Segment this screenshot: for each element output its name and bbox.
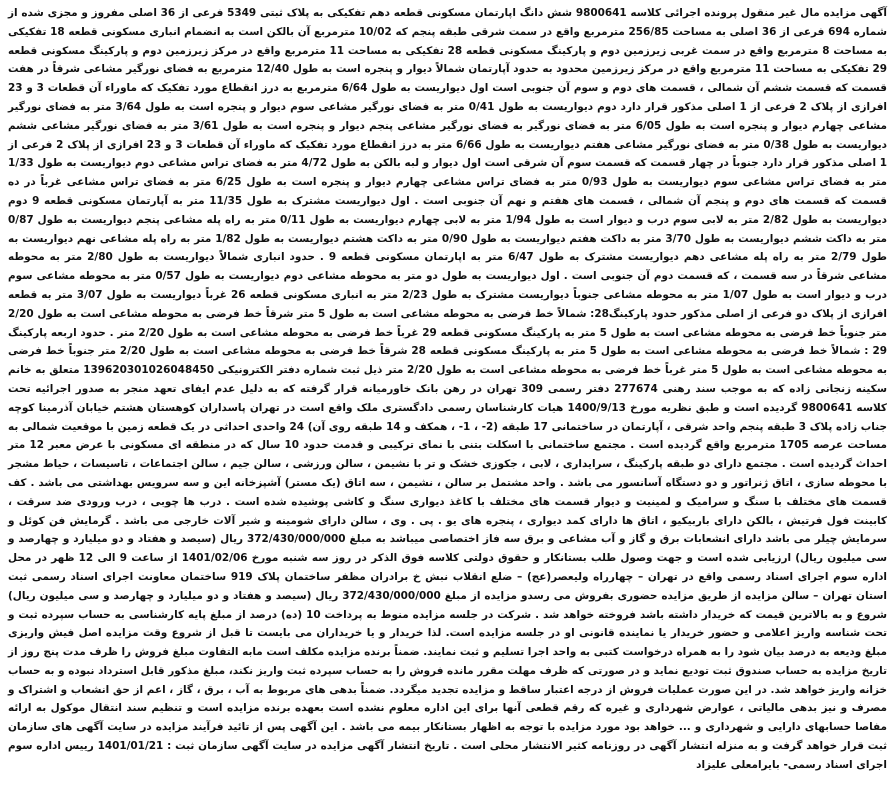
auction-notice-text: آگهی مزایده مال غیر منقول پرونده اجرائی کلاسه 9800641 شش دانگ اپارتمان مسکونی قطعه دهم تفکیکی به پلاک ثبتی 5349 فرعی از 36 اصلی مفروز و مجزی شده از شماره 694 فرعی از 36 اصلی به مساحت 256/85 مترمربع واقع در سمت شرقی طبقه پنجم که 10/02 مترمربع آن بالکن است به انضمام انباری مسکونی قطعه 18 تفکیکی به مساحت 8 مترمربع واقع در سمت غربی زیرزمین دوم و پارکینگ مسکونی قطعه 28 تفکیکی به مساحت 11 مترمربع واقع در مرکز زیرزمین دوم و پارکینگ مسکونی قطعه 29 تفکیکی به مساحت 11 مترمربع واقع در مرکز زیرزمین محدود به حدود آپارتمان شمالاً دیوار و پنجره است به طول 12/40 مترمربع به فضای نورگیر مشاعی شرقاً در هفت قسمت که قسمت ششم آن شمالی ، قسمت های دوم و سوم آن جنوبی است اول دیواریست به طول 6/64 مترمربع به درز انقطاع مورد تفکیک که ماوراء آن قطعات 3 و 23 افرازی از پلاک 2 فرعی از 1 اصلی مذکور قرار دارد دوم دیواریست به طول 0/41 متر به فضای نورگیر مشاعی سوم دیوار و پنجره است به طول 3/64 متر به فضای نورگیر مشاعی چهارم دیوار و پنجره است به طول 6/05 متر به فضای نورگیر به فضای نورگیر مشاعی پنجم دیوار و پنجره است به طول 3/61 متر به فضای نورگیر مشاعی ششم دیواریست به طول 0/38 متر به فضای نورگیر مشاعی هفتم دیواریست به طول 6/66 متر به درز انقطاع مورد تفکیک که ماوراء آن قطعات 3 و 23 افرازی از پلاک 2 فرعی از 1 اصلی مذکور قرار دارد جنوباً در چهار قسمت که قسمت سوم آن شرقی است اول دیوار و لبه بالکن به طول 4/72 متر به فضای تراس مشاعی دوم دیواریست به طول 1/33 متر به فضای تراس مشاعی سوم دیواریست به طول 0/93 متر به فضای تراس مشاعی چهارم دیوار و پنجره است به طول 6/25 متر به فضای تراس مشاعی غرباً در ده قسمت که قسمت های دوم و پنجم آن شمالی ، قسمت های هفتم و نهم آن جنوبی است . اول دیواریست مشترک به طول 11/35 متر به آپارتمان مسکونی قطعه 9 دوم دیواریست به طول 2/82 متر به لابی سوم درب و دیوار است به طول 1/94 متر به لابی چهارم دیواریست به طول 0/11 متر به راه پله مشاعی پنجم دیواریست به طول 0/87 متر به داکت ششم دیواریست به طول 3/70 متر به داکت هفتم دیواریست به طول 0/90 متر به داکت هشتم دیواریست به طول 1/82 متر به راه پله مشاعی نهم دیواریست به طول 2/79 متر به راه پله مشاعی دهم دیواریست مشترک به طول 6/47 متر به اپارتمان مسکونی قطعه 9 . حدود انباری شمالاً دیواریست به طول 2/80 متر به محوطه مشاعی شرقاً در سه قسمت ، که قسمت دوم آن جنوبی است . اول دیواریست به طول دو متر به محوطه مشاعی دوم دیواریست به طول 0/57 متر به محوطه مشاعی سوم درب و دیوار است به طول 1/07 متر به محوطه مشاعی جنوباً دیواریست مشترک به طول 2/23 متر به انباری مسکونی قطعه 26 غرباً دیواریست به طول 3/07 متر به قطعه افرازی از پلاک دو فرعی از اصلی مذکور حدود پارکینگ28: شمالاً خط فرضی به محوطه مشاعی است به طول 5 متر شرقاً خط فرضی به محوطه مشاعی است به طول 2/20 متر جنوباً خط فرضی به محوطه مشاعی است به طول 5 متر به پارکینگ مسکونی قطعه 29 غرباً خط فرضی به محوطه مشاعی است به طول 2/20 متر . حدود اربعه پارکینگ 29 : شمالاً خط فرضی به محوطه مشاعی است به طول 5 متر به پارکینگ مسکونی قطعه 28 شرقاً خط فرضی به محوطه مشاعی است به طول 2/20 متر جنوباً خط فرضی به محوطه مشاعی است به طول 5 متر غرباً خط فرضی به محوطه مشاعی است به طول 2/20 متر ذیل ثبت شماره دفتر الکترونیکی 139620301026048450 متعلق به خانم سکینه زنجانی زاده که به موجب سند رهنی 277674 دفتر رسمی 309 تهران در رهن بانک خاورمیانه قرار گرفته که به دلیل عدم ایفای تعهد منجر به صدور اجرائیه تحت کلاسه 9800641 گردیده است و طبق نظریه مورخ 1400/9/13 هیات کارشناسان رسمی دادگستری ملک واقع است در تهران پاسداران کوهستان هشتم خیابان آذرمینا کوچه جناب زاده پلاک 3 طبقه پنجم واحد شرقی ، آپارتمان در ساختمانی 17 طبقه (2- ، 1- ، همکف و 14 طبقه روی آن) 24 واحدی احداثی در یک قطعه زمین با موقعیت شمالی به مساحت عرصه 1705 مترمربع واقع گردیده است . مجتمع ساختمانی با اسکلت بتنی با نمای ترکیبی و قدمت حدود 10 سال که در منطقه ای مسکونی با عرض معبر 12 متر احداث گردیده است . مجتمع دارای دو طبقه پارکینگ ، سرایداری ، لابی ، جکوزی خشک و تر با نشیمن ، سالن ورزشی ، سالن جیم ، سالن اجتماعات ، تاسیسات ، حیاط مشجر با محوطه سازی ، اتاق ژنراتور و دو دستگاه آسانسور می باشد . واحد مشتمل بر سالن ، نشیمن ، سه اتاق (یک مستر) آشپزخانه این و سه سرویس بهداشتی می باشد . کف قسمت های مختلف با سنگ و سرامیک و لمینیت و دیوار قسمت های مختلف با کاغذ دیواری سنگ و کاشی پوشیده شده است . درب ها چوبی ، درب ورودی ضد سرقت ، کابینت فول فرتیش ، بالکن دارای باربیکیو ، اتاق ها دارای کمد دیواری ، پنجره های یو . پی . وی ، سالن دارای شومینه و شیر آلات خارجی می باشد . گرمایش فن کوئل و سرمایش چیلر می باشد دارای انشعابات برق و گاز و آب مشاعی و برق سه فاز اختصاصی میباشد به مبلغ 372/430/000/000 ریال (سیصد و هفتاد و دو میلیارد و چهارصد و سی میلیون ریال) ارزیابی شده است و جهت وصول طلب بستانکار و حقوق دولتی کلاسه فوق الذکر در روز سه شنبه مورخ 1401/02/06 از ساعت 9 الی 12 ظهر در محل اداره سوم اجرای اسناد رسمی واقع در تهران – چهارراه ولیعصر(عج) – ضلع انقلاب نبش خ برادران مظفر ساختمان پلاک 919 ساختمان معاونت اجرای اسناد رسمی ثبت استان تهران – سالن مزایده از طریق مزایده حضوری بفروش می رسدو مزایده از مبلغ 372/430/000/000 ریال (سیصد و هفتاد و دو میلیارد و چهارصد و سی میلیون ریال) شروع و به بالاترین قیمت که خریدار داشته باشد فروخته خواهد شد . شرکت در جلسه مزایده منوط به پرداخت 10 (ده) درصد از مبلغ پایه کارشناسی به حساب سپرده ثبت و تحت شناسه واریز اعلامی و حضور خریدار یا نماینده قانونی او در جلسه مزایده است. لذا خریدار و یا خریداران می بایست تا قبل از شروع وقت مزایده اصل فیش واریزی مبلغ ودیعه به درصد بیان شود را به همراه درخواست کتبی به واحد اجرا تسلیم و ثبت نمایند. ضمناً برنده مزایده مکلف است مابه التفاوت مبلغ فروش را ظرف مدت پنج روز از تاریخ مزایده به حساب صندوق ثبت تودیع نماید و در صورتی که ظرف مهلت مقرر مانده فروش را به حساب سپرده ثبت واریز نکند، مبلغ مذکور قابل استرداد نبوده و به حساب خزانه واریز خواهد شد. در این صورت عملیات فروش از درجه اعتبار ساقط و مزایده تجدید میگردد. ضمناً بدهی های مربوط به آب ، برق ، گاز ، اعم از حق انشعاب و اشتراک و مصرف و نیز بدهی مالیاتی ، عوارض شهرداری و غیره که رقم قطعی آنها برای این اداره معلوم نشده است بعهده برنده مزایده است و تنظیم سند انتقال موکول به ارائه مفاصا حسابهای دارایی و شهرداری و ... خواهد بود مورد مزایده با توجه به اظهار بستانکار بیمه می باشد . این آگهی پس از تائید فرآیند مزایده در سایت آگهی های سازمان ثبت قرار خواهد گرفت و به منزله انتشار آگهی در روزنامه کثیر الانتشار محلی است . تاریخ انتشار آگهی مزایده در سایت آگهی سازمان ثبت : 1401/01/21 رییس اداره سوم اجرای اسناد رسمی- بایرامعلی علیزاد (8, 7, 888, 771)
